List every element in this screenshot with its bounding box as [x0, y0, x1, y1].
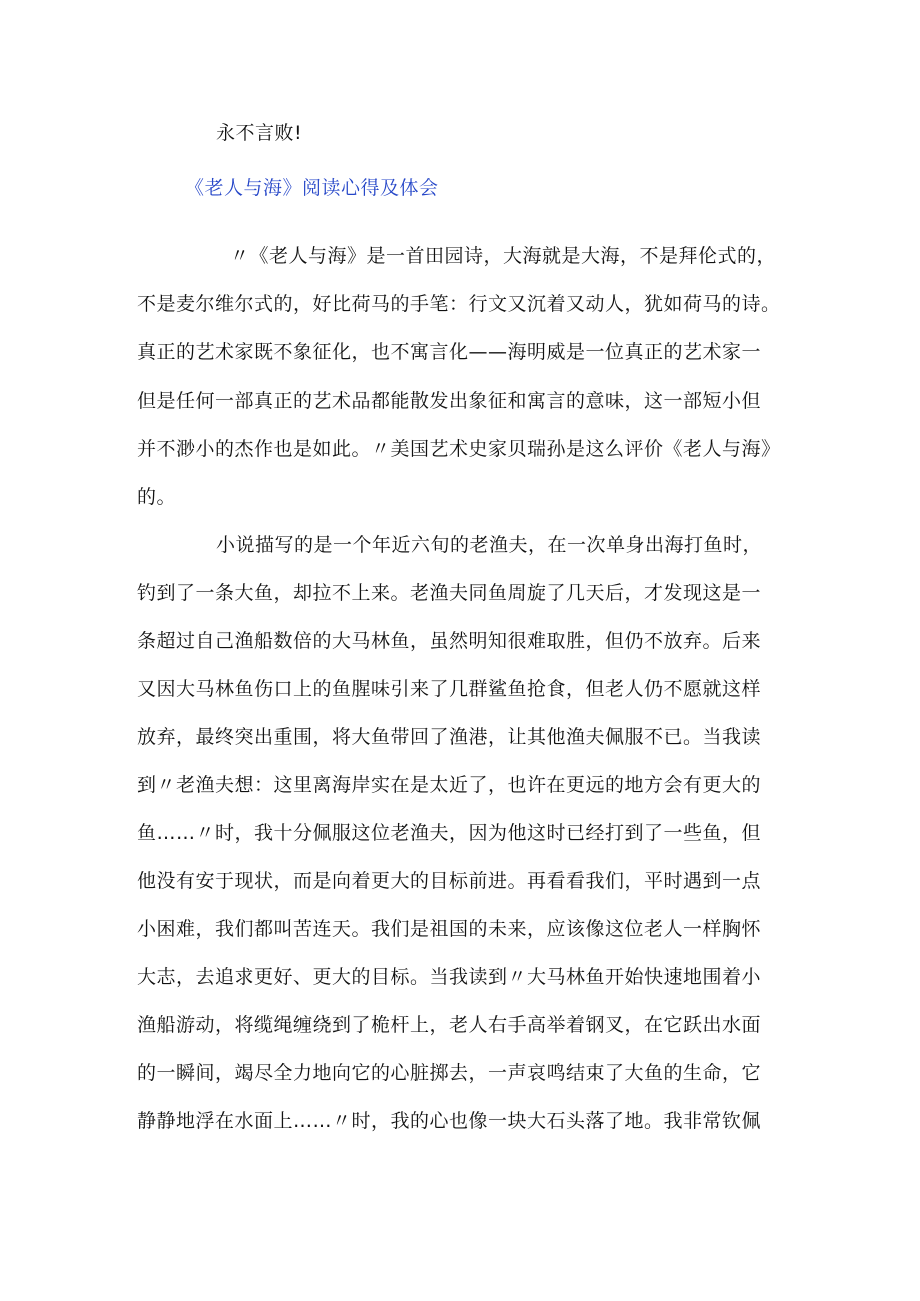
- paragraph-line: 〃《老人与海》是一首田园诗，大海就是大海，不是拜伦式的，: [230, 245, 777, 267]
- closing-line: 永不言败!: [216, 122, 303, 144]
- paragraph-line: 条超过自己渔船数倍的大马林鱼，虽然明知很难取胜，但仍不放弃。后来: [137, 630, 762, 652]
- paragraph-line: 钓到了一条大鱼，却拉不上来。老渔夫同鱼周旋了几天后，才发现这是一: [137, 582, 762, 604]
- paragraph-line: 但是任何一部真正的艺术品都能散发出象征和寓言的意味，这一部短小但: [137, 390, 762, 412]
- paragraph-line: 的一瞬间，竭尽全力地向它的心脏掷去，一声哀鸣结束了大鱼的生命，它: [137, 1062, 762, 1084]
- paragraph-line: 渔船游动，将缆绳缠绕到了桅杆上，老人右手高举着钢叉，在它跃出水面: [137, 1014, 762, 1036]
- paragraph-line: 并不渺小的杰作也是如此。〃美国艺术史家贝瑞孙是这么评价《老人与海》: [137, 438, 781, 460]
- paragraph-line: 小说描写的是一个年近六旬的老渔夫，在一次单身出海打鱼时，: [216, 534, 763, 556]
- paragraph-line: 不是麦尔维尔式的，好比荷马的手笔：行文又沉着又动人，犹如荷马的诗。: [137, 293, 781, 315]
- paragraph-line: 到〃老渔夫想：这里离海岸实在是太近了，也许在更远的地方会有更大的: [137, 774, 762, 796]
- document-title: 《老人与海》阅读心得及体会: [185, 177, 439, 199]
- paragraph-line: 真正的艺术家既不象征化，也不寓言化——海明威是一位真正的艺术家一: [137, 341, 762, 363]
- paragraph-line: 的。: [137, 486, 177, 508]
- paragraph-line: 大志，去追求更好、更大的目标。当我读到〃大马林鱼开始快速地围着小: [137, 966, 762, 988]
- paragraph-line: 他没有安于现状，而是向着更大的目标前进。再看看我们，平时遇到一点: [137, 870, 762, 892]
- paragraph-line: 静静地浮在水面上……〃时，我的心也像一块大石头落了地。我非常钦佩: [137, 1110, 762, 1132]
- paragraph-line: 又因大马林鱼伤口上的鱼腥味引来了几群鲨鱼抢食，但老人仍不愿就这样: [137, 678, 762, 700]
- paragraph-line: 放弃，最终突出重围，将大鱼带回了渔港，让其他渔夫佩服不已。当我读: [137, 726, 762, 748]
- paragraph-line: 小困难，我们都叫苦连天。我们是祖国的未来，应该像这位老人一样胸怀: [137, 918, 762, 940]
- paragraph-line: 鱼……〃时，我十分佩服这位老渔夫，因为他这时已经打到了一些鱼，但: [137, 822, 762, 844]
